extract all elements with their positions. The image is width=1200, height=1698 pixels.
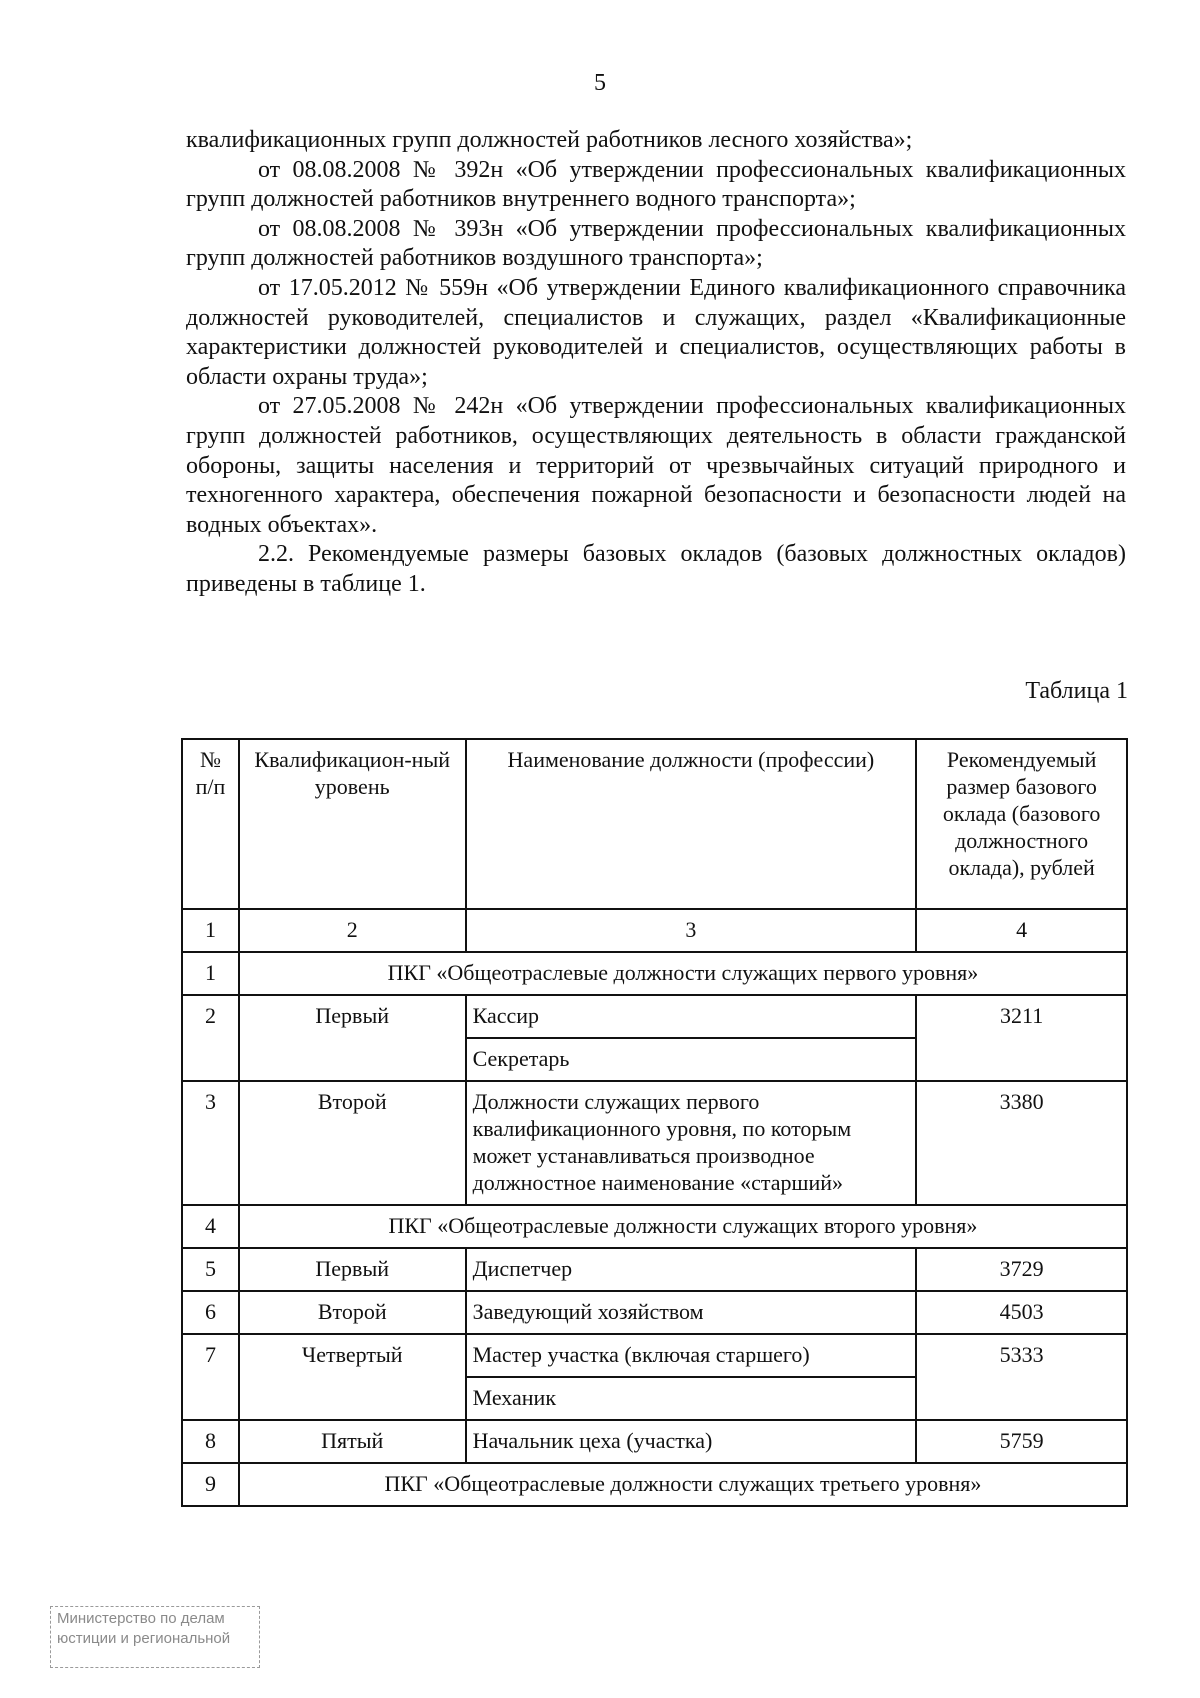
header-cell-position: Наименование должности (профессии) (466, 739, 917, 909)
group-title: ПКГ «Общеотраслевые должности служащих первого уровня» (239, 952, 1127, 995)
qualification-level: Первый (239, 1248, 466, 1291)
row-number: 3 (182, 1081, 239, 1205)
salary-value: 3211 (916, 995, 1127, 1081)
row-number: 4 (182, 1205, 239, 1248)
position-name: Секретарь (466, 1038, 917, 1081)
body-text (186, 126, 1126, 600)
column-number-row (182, 909, 1127, 952)
table-row (182, 1291, 1127, 1334)
row-number: 6 (182, 1291, 239, 1334)
qualification-level: Пятый (239, 1420, 466, 1463)
table-row (182, 995, 1127, 1038)
column-number: 2 (239, 909, 466, 952)
qualification-level: Второй (239, 1081, 466, 1205)
salary-table (181, 738, 1128, 1507)
group-title: ПКГ «Общеотраслевые должности служащих третьего уровня» (239, 1463, 1127, 1506)
header-cell-salary: Рекомендуемый размер базового оклада (базового должностного оклада), рублей (916, 739, 1127, 909)
paragraph: от 08.08.2008 № 392н «Об утверждении профессиональных квалификационных групп должностей работников внутреннего водного транспорта»; (186, 156, 1126, 213)
paragraph: от 27.05.2008 № 242н «Об утверждении профессиональных квалификационных групп должностей работников, осуществляющих деятельность в области гражданской обороны, защиты населения и территорий от чрезвычайных ситуаций природного и техногенного характера, обеспечения пожарной безопасности и безопасности людей на водных объектах». (186, 393, 1126, 538)
paragraph: 2.2. Рекомендуемые размеры базовых окладов (базовых должностных окладов) приведены в таблице 1. (186, 541, 1126, 597)
salary-value: 3729 (916, 1248, 1127, 1291)
table-row (182, 1081, 1127, 1205)
header-cell-number: № п/п (182, 739, 239, 909)
group-title: ПКГ «Общеотраслевые должности служащих второго уровня» (239, 1205, 1127, 1248)
table-row (182, 1248, 1127, 1291)
position-name: Механик (466, 1377, 917, 1420)
stamp-line: Министерство по делам (57, 1610, 225, 1627)
position-name: Заведующий хозяйством (466, 1291, 917, 1334)
stamp-line: юстиции и региональной (57, 1630, 231, 1647)
row-number: 8 (182, 1420, 239, 1463)
row-number: 5 (182, 1248, 239, 1291)
page-number: 5 (594, 70, 606, 96)
paragraph: квалификационных групп должностей работников лесного хозяйства»; (186, 127, 913, 153)
table-row (182, 1420, 1127, 1463)
salary-value: 5333 (916, 1334, 1127, 1420)
position-name: Кассир (466, 995, 917, 1038)
table-row-group (182, 952, 1127, 995)
position-name: Должности служащих первого квалификационного уровня, по которым может устанавливаться производное должностное наименование «старший» (466, 1081, 917, 1205)
column-number: 3 (466, 909, 917, 952)
table-caption: Таблица 1 (1025, 678, 1128, 704)
salary-value: 3380 (916, 1081, 1127, 1205)
qualification-level: Первый (239, 995, 466, 1081)
salary-value: 5759 (916, 1420, 1127, 1463)
column-number: 4 (916, 909, 1127, 952)
row-number: 7 (182, 1334, 239, 1420)
qualification-level: Четвертый (239, 1334, 466, 1420)
row-number: 2 (182, 995, 239, 1081)
row-number: 9 (182, 1463, 239, 1506)
position-name: Мастер участка (включая старшего) (466, 1334, 917, 1377)
registration-stamp (50, 1606, 260, 1668)
paragraph: от 08.08.2008 № 393н «Об утверждении профессиональных квалификационных групп должностей работников воздушного транспорта»; (186, 215, 1126, 272)
table-row-group (182, 1463, 1127, 1506)
position-name: Начальник цеха (участка) (466, 1420, 917, 1463)
position-name: Диспетчер (466, 1248, 917, 1291)
table-header-row (182, 739, 1127, 909)
paragraph: от 17.05.2012 № 559н «Об утверждении Единого квалификационного справочника должностей руководителей, специалистов и служащих, раздел «Квалификационные характеристики должностей руководителей и специалистов, осуществляющих работы в области охраны труда»; (186, 274, 1126, 390)
table-row-group (182, 1205, 1127, 1248)
header-cell-level: Квалификацион-ный уровень (239, 739, 466, 909)
table-row (182, 1334, 1127, 1377)
qualification-level: Второй (239, 1291, 466, 1334)
column-number: 1 (182, 909, 239, 952)
row-number: 1 (182, 952, 239, 995)
salary-value: 4503 (916, 1291, 1127, 1334)
